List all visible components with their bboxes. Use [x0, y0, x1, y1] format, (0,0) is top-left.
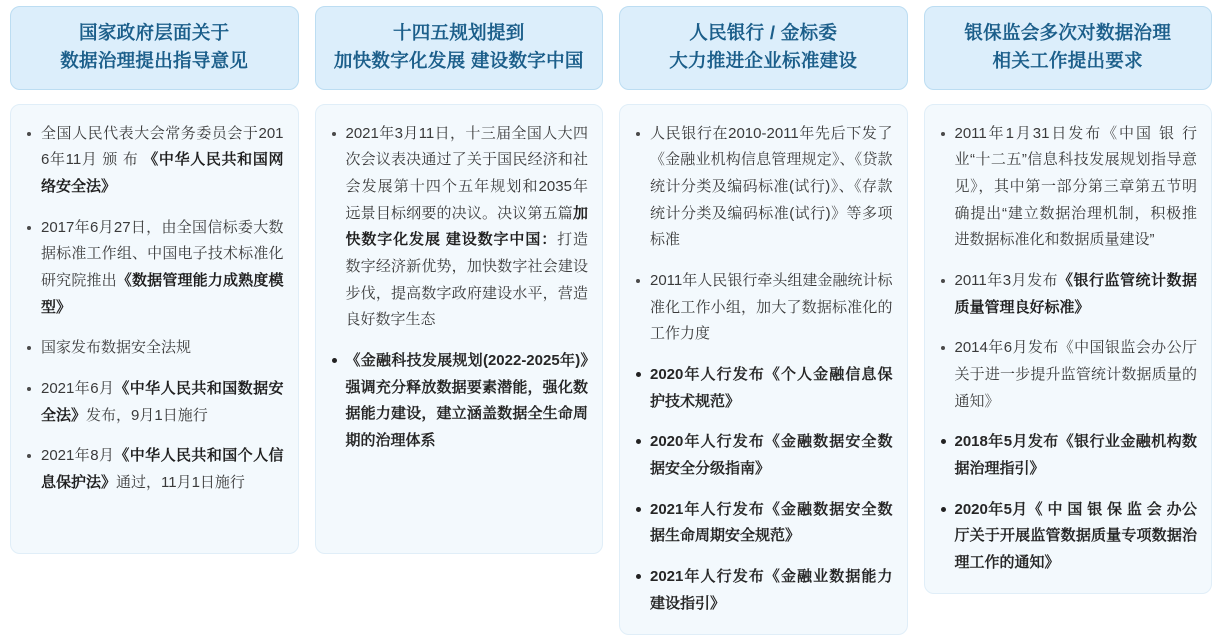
column-header	[619, 6, 908, 90]
list-item-text: 2014年6月发布《中国银监会办公厅关于进一步提升监管统计数据质量的通知》	[954, 339, 1197, 410]
column-body	[924, 104, 1213, 594]
list-item-text: 2017年6月27日，由全国信标委大数据标准工作组、中国电子技术标准化研究院推出	[41, 218, 284, 289]
column-title-line: 加快数字化发展 建设数字中国	[333, 49, 584, 71]
column-header	[315, 6, 604, 90]
column-title-line: 数据治理提出指导意见	[60, 49, 249, 71]
column-title-line: 人民银行 / 金标委	[689, 22, 838, 43]
policy-column	[10, 6, 299, 554]
list-item-text: 2021年人行发布《金融业数据能力建设指引》	[650, 568, 893, 612]
list-item-text: 《中华人民共和国个人信息保护法》	[41, 447, 284, 492]
list-item	[21, 443, 284, 496]
policy-list	[630, 121, 893, 618]
list-item-text: 发布，9月1日施行	[86, 406, 208, 424]
list-item	[935, 121, 1198, 254]
list-item	[630, 497, 893, 550]
list-item	[630, 564, 893, 617]
list-item-text: 2021年6月	[41, 380, 115, 397]
list-item	[21, 376, 284, 429]
column-body	[619, 104, 908, 635]
list-item-text: 2018年5月发布《银行业金融机构数据治理指引》	[954, 433, 1197, 478]
policy-list	[935, 121, 1198, 577]
list-item-text: 全国人民代表大会常务委员会于2016年11月 颁 布	[41, 124, 284, 169]
column-title-line: 十四五规划提到	[392, 22, 525, 43]
list-item-text: 人民银行在2010-2011年先后下发了《金融业机构信息管理规定》、《贷款统计分类及编码标准(试行)》、《存款统计分类及编码标准(试行)》等多项标准	[650, 124, 893, 249]
list-item	[630, 429, 893, 482]
list-item-text: 2011年3月发布	[954, 271, 1059, 289]
column-body	[10, 104, 299, 555]
column-header	[924, 6, 1213, 90]
column-title-line: 大力推进企业标准建设	[669, 49, 858, 71]
list-item	[935, 429, 1198, 482]
list-item-text: 《中华人民共和国网络安全法》	[41, 151, 284, 195]
list-item	[326, 121, 589, 335]
list-item-text: 2020年人行发布《个人金融信息保护技术规范》	[650, 366, 893, 410]
policy-list	[326, 121, 589, 455]
list-item	[630, 121, 893, 254]
list-item-text: 《金融科技发展规划(2022-2025年)》强调充分释放数据要素潜能，强化数据能力建设，建立涵盖数据全生命周期的治理体系	[345, 352, 588, 450]
list-item	[630, 362, 893, 415]
list-item-text: 2021年8月	[41, 447, 115, 465]
list-item-text: 加快数字化发展 建设数字中国：	[345, 204, 588, 249]
policy-column	[619, 6, 908, 612]
list-item	[935, 497, 1198, 577]
list-item	[21, 121, 284, 201]
policy-list	[21, 121, 284, 497]
list-item	[935, 268, 1198, 321]
column-title-line: 相关工作提出要求	[992, 49, 1143, 71]
list-item-text: 打造数字经济新优势，加快数字社会建设步伐，提高数字政府建设水平，营造良好数字生态	[345, 231, 588, 329]
list-item-text: 《数据管理能力成熟度模型》	[41, 271, 284, 316]
column-header	[10, 6, 299, 90]
list-item-text: 2011年人民银行牵头组建金融统计标准化工作小组，加大了数据标准化的工作力度	[650, 271, 893, 343]
policy-column	[924, 6, 1213, 572]
list-item-text: 2020年5月《 中 国 银 保 监 会 办公厅关于开展监管数据质量专项数据治理工作的通知》	[954, 500, 1197, 572]
column-body	[315, 104, 604, 555]
list-item	[935, 335, 1198, 415]
list-item-text: 2011年1月31日发布《中国 银 行业“十二五”信息科技发展规划指导意见》，其中第一部分第三章第五节明确提出“建立数据治理机制，积极推进数据标准化和数据质量建设”	[954, 124, 1197, 249]
list-item-text: 国家发布数据安全法规	[41, 339, 192, 357]
list-item-text: 2021年人行发布《金融数据安全数据生命周期安全规范》	[650, 500, 893, 545]
list-item	[326, 348, 589, 455]
policy-column	[315, 6, 604, 554]
list-item-text: 2020年人行发布《金融数据安全数据安全分级指南》	[650, 433, 893, 478]
list-item-text: 《中华人民共和国数据安全法》	[41, 380, 284, 424]
list-item-text: 通过，11月1日施行	[116, 474, 245, 492]
list-item	[21, 215, 284, 322]
column-title-line: 银保监会多次对数据治理	[964, 22, 1172, 43]
list-item	[630, 268, 893, 348]
list-item-text: 2021年3月11日，十三届全国人大四次会议表决通过了关于国民经济和社会发展第十四个五年规划和2035年远景目标纲要的决议。决议第五篇	[345, 124, 588, 222]
list-item-text: 《银行监管统计数据质量管理良好标准》	[954, 271, 1197, 316]
column-title-line: 国家政府层面关于	[79, 22, 230, 43]
list-item	[21, 335, 284, 362]
